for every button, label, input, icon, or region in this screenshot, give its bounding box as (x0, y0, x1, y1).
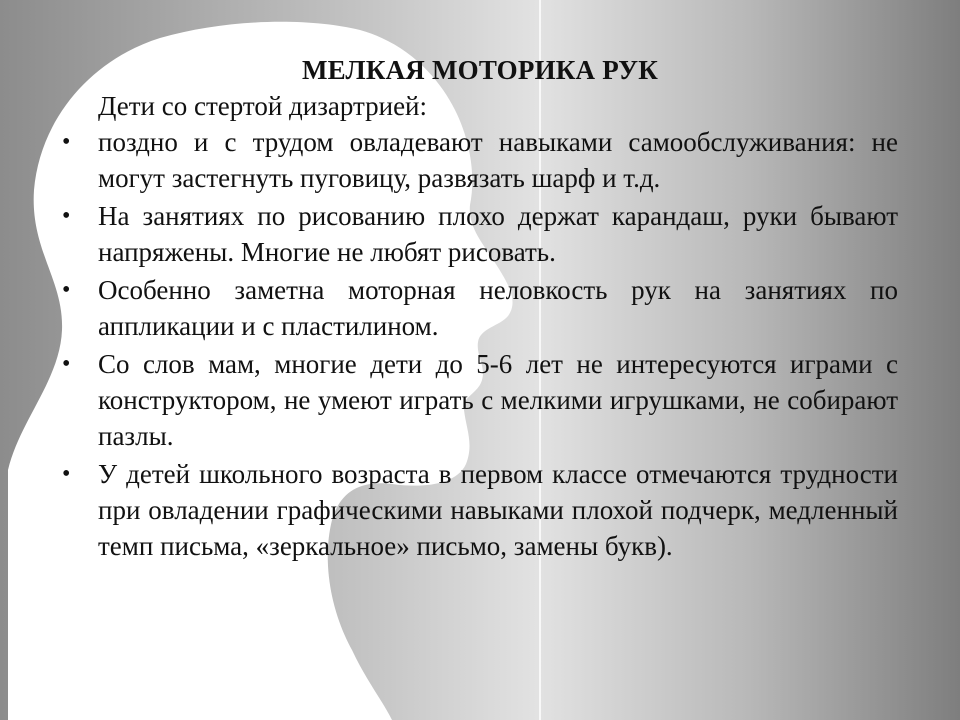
list-item-text: поздно и с трудом овладевают навыками самообслуживания: не могут застегнуть пуговицу, развязать шарф и т.д. (98, 127, 898, 193)
slide-title: МЕЛКАЯ МОТОРИКА РУК (301, 55, 659, 85)
list-item (62, 456, 898, 564)
list-item-text: Особенно заметна моторная неловкость рук на занятиях по аппликации и с пластилином. (98, 275, 898, 341)
bullet-icon: • (62, 203, 71, 229)
bullet-icon: • (62, 351, 71, 377)
bullet-icon: • (62, 277, 71, 303)
intro-text: Дети со стертой дизартрией: (98, 91, 428, 121)
bullet-icon: • (62, 461, 71, 487)
list-item-text: Со слов мам, многие дети до 5-6 лет не интересуются играми с конструктором, не умеют играть с мелкими игрушками, не собирают пазлы. (98, 349, 898, 451)
list-item (62, 124, 898, 196)
list-item (62, 346, 898, 454)
list-item-text: На занятиях по рисованию плохо держат карандаш, руки бывают напряжены. Многие не любят рисовать. (98, 201, 898, 267)
list-item-text: У детей школьного возраста в первом классе отмечаются трудности при овладении графическими навыками плохой подчерк, медленный темп письма, «зеркальное» письмо, замены букв). (98, 459, 898, 561)
bullet-list (62, 124, 898, 566)
list-item (62, 272, 898, 344)
bullet-icon: • (62, 129, 71, 155)
list-item (62, 198, 898, 270)
